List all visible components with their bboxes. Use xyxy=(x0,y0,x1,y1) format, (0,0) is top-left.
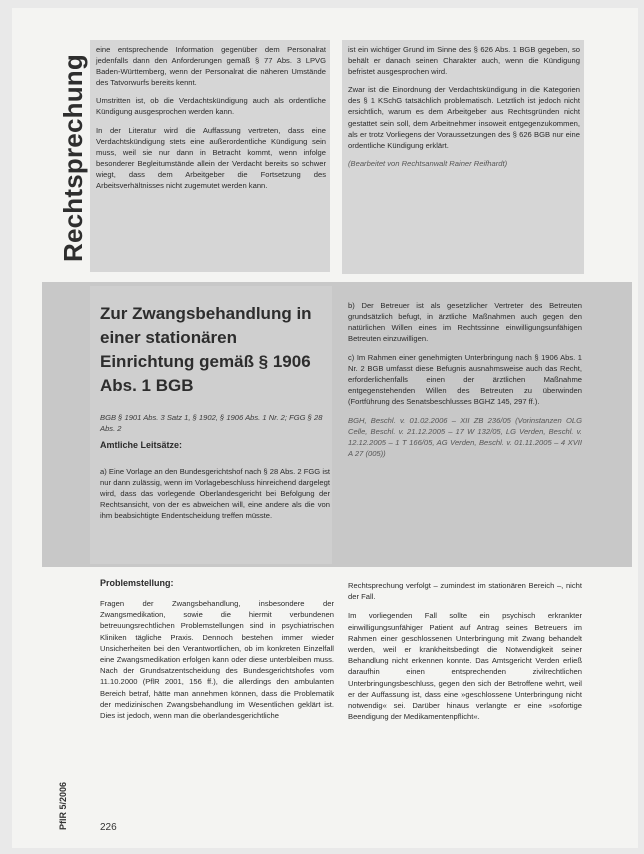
page-number: 226 xyxy=(100,822,117,833)
leitsaetze-right xyxy=(348,300,582,467)
column-right-text xyxy=(348,44,580,176)
section-title: Rechtsprechung xyxy=(58,54,88,262)
paragraph: eine entsprechende Information gegenüber dem Personalrat jedenfalls dann den Anforderungen gemäß § 77 Abs. 3 LPVG Baden-Württemberg, wenn der Personalrat die näheren Umstände des Tatvorwurfs bereits kennt. xyxy=(96,45,326,88)
paragraph: Im vorliegenden Fall sollte ein psychisch erkrankter einwilligungsunfähiger Patient auf Antrag seines Betreuers im Rahmen einer geschlossenen Unterbringung mit Zwang behandelt werden, weil er krankheitsbedingt die Notwendigkeit seiner Behandlung nicht erkennen konnte. Das Amtsgericht Verden erließ daraufhin einen entsprechenden zivilrechtlichen Unterbringungsbeschluss, gegen den sich der Betroffene wehrt, weil er der Auffassung ist, dass eine »geschlossene Unterbringung nicht notwendig« sei. Darüber hinaus verlangte er eine »sofortige Beendigung der Medikamentenpflicht«. xyxy=(348,611,582,722)
problem-heading: Problemstellung: xyxy=(100,578,174,588)
author-note: (Bearbeitet von Rechtsanwalt Rainer Reifhardt) xyxy=(348,158,508,168)
journal-mark: PflR 5/2006 xyxy=(58,781,68,830)
paragraph: Zwar ist die Einordnung der Verdachtskündigung in die Kategorien des § 1 KSchG tatsächlich problematisch. Letztlich ist jedoch nicht ersichtlich, warum es dem Arbeitgeber aus Rechtsgründen nicht gestattet sein soll, dem Arbeitnehmer insoweit entgegenzukommen, als er trotz Vorliegens der Voraussetzungen des § 626 BGB nur eine ordentliche Kündigung erklärt. xyxy=(348,85,580,150)
body-text-right xyxy=(348,580,582,730)
paragraph: In der Literatur wird die Auffassung vertreten, dass eine Verdachtskündigung stets eine außerordentliche Kündigung sein muss, weil sie nur dann in Betracht kommt, wenn infolge besonderer Begleitumstände allein der Verdacht bereits so schwer wiegt, dass dem Arbeitgeber die Fortsetzung des Arbeitsverhältnisses nicht zugemutet werden kann. xyxy=(96,125,326,191)
paragraph: Rechtsprechung verfolgt – zumindest im stationären Bereich –, nicht der Fall. xyxy=(348,581,582,602)
problem-text: Fragen der Zwangsbehandlung, insbesondere der Zwangsmedikation, sowie die hiermit verbundenen betreuungsrechtlichen Problemstellungen sind in psychiatrischen Kliniken tägliche Praxis. Dennoch bestehen immer wieder Unsicherheiten bei den Verantwortlichen, ob im konkreten Einzelfall eine Zwangsmedikation erfolgen kann oder diese unterbleiben muss. Nach der Grundsatzentscheidung des Bundesgerichtshofes vom 11.10.2000 (PflR 2001, 156 ff.), die allerdings den ambulanten Bereich betraf, hätte man annehmen können, dass die Problematik der medizinischen Zwangsbehandlung im Wesentlichen geklärt ist. Dies ist jedoch, wenn man die oberlandesgerichtliche xyxy=(100,599,334,721)
paragraph: Umstritten ist, ob die Verdachtskündigung auch als ordentliche Kündigung ausgesprochen werden kann. xyxy=(96,96,326,117)
leitsatz-a: a) Eine Vorlage an den Bundesgerichtshof nach § 28 Abs. 2 FGG ist nur dann zulässig, wenn im Vorlagebeschluss hinreichend dargelegt wird, dass das vorlegende Oberlandesgericht bei Befolgung der Rechtsansicht, von der es abweichen will, eine andere als die von ihm beabsichtigte Endentscheidung treffen müsste. xyxy=(100,467,330,520)
statute-citation: BGB § 1901 Abs. 3 Satz 1, § 1902, § 1906 Abs. 1 Nr. 2; FGG § 28 Abs. 2 xyxy=(100,413,323,433)
leitsatz-b: b) Der Betreuer ist als gesetzlicher Vertreter des Betreuten grundsätzlich befugt, in ärztliche Maßnahmen auch gegen den natürlichen Willen eines im Rechtssinne einwilligungsunfähigen Betreuten einzuwilligen. xyxy=(348,301,582,343)
leitsaetze-heading: Amtliche Leitsätze: xyxy=(100,440,183,450)
column-left-text xyxy=(96,44,326,198)
paragraph: ist ein wichtiger Grund im Sinne des § 626 Abs. 1 BGB gegeben, so behält er danach seinen Charakter auch, wenn die Kündigung befristet ausgesprochen wird. xyxy=(348,45,580,77)
article-headline: Zur Zwangsbehandlung in einer stationären Einrichtung gemäß § 1906 Abs. 1 BGB xyxy=(100,304,312,395)
leitsatz-c: c) Im Rahmen einer genehmigten Unterbringung nach § 1906 Abs. 1 Nr. 2 BGB umfasst diese Befugnis ausnahmsweise auch das Recht, erforderlichenfalls einen der ärztlichen Maßnahme entgegenstehenden Willen des Betreuten zu überwinden (Fortführung des Senatsbeschlusses BGHZ 145, 297 ff.). xyxy=(348,353,582,406)
court-reference: BGH, Beschl. v. 01.02.2006 – XII ZB 236/05 (Vorinstanzen OLG Celle, Beschl. v. 21.12.2005 – 17 W 132/05, LG Verden, Beschl. v. 12.12.2005 – 1 T 166/05, AG Verden, Beschl. v. 01.11.2005 – 4 XVII A 27 (005)) xyxy=(348,416,582,458)
